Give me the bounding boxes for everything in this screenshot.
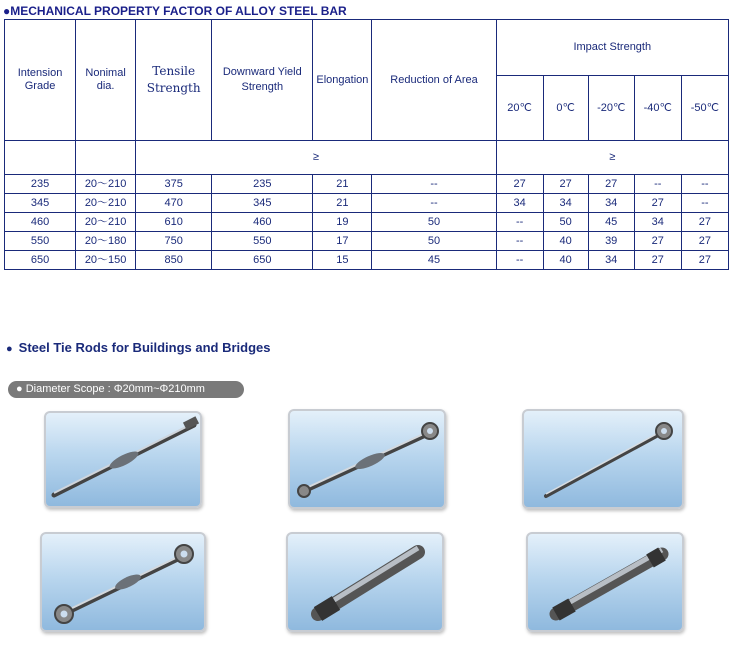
table-cell: 34 xyxy=(543,194,588,213)
table-cell: 34 xyxy=(634,213,681,232)
table-cell: 650 xyxy=(212,251,313,270)
header-yield: Downward Yield Strength xyxy=(212,20,313,141)
table-row xyxy=(5,213,729,232)
table-cell: 650 xyxy=(5,251,76,270)
property-table xyxy=(4,19,729,270)
tie-rod-photo-6 xyxy=(526,532,684,632)
table-cell: -- xyxy=(634,175,681,194)
table-cell: 27 xyxy=(681,232,728,251)
table-cell: 39 xyxy=(588,232,634,251)
ge-right: ≥ xyxy=(496,141,728,175)
table-cell: 470 xyxy=(136,194,212,213)
table-cell: 45 xyxy=(372,251,496,270)
table-cell: 34 xyxy=(588,251,634,270)
table-cell: 610 xyxy=(136,213,212,232)
table-cell: 40 xyxy=(543,232,588,251)
tie-rod-photo-4 xyxy=(40,532,206,632)
table-cell: 20～210 xyxy=(76,213,136,232)
table-cell: 345 xyxy=(5,194,76,213)
double-eye-rod-image xyxy=(42,534,206,632)
table-cell: 20～150 xyxy=(76,251,136,270)
table-cell: 50 xyxy=(372,213,496,232)
header-impact: Impact Strength xyxy=(496,20,728,76)
table-cell: 34 xyxy=(588,194,634,213)
header-temp-minus20: -20℃ xyxy=(588,76,634,141)
table-cell: 19 xyxy=(313,213,372,232)
table-cell: -- xyxy=(496,251,543,270)
table-cell: 850 xyxy=(136,251,212,270)
table-cell: 27 xyxy=(681,251,728,270)
table-cell: 21 xyxy=(313,175,372,194)
diameter-scope-badge: ● Diameter Scope : Φ20mm~Φ210mm xyxy=(8,381,244,398)
header-elongation: Elongation xyxy=(313,20,372,141)
table-cell: 550 xyxy=(5,232,76,251)
table-cell: 460 xyxy=(212,213,313,232)
section-heading: ● Steel Tie Rods for Buildings and Bridges xyxy=(6,340,271,355)
header-reduction: Reduction of Area xyxy=(372,20,496,141)
ge-left: ≥ xyxy=(136,141,496,175)
table-cell: 27 xyxy=(496,175,543,194)
table-cell: 45 xyxy=(588,213,634,232)
table-cell: 17 xyxy=(313,232,372,251)
table-title: ●MECHANICAL PROPERTY FACTOR OF ALLOY STEEL BAR xyxy=(3,4,347,18)
header-dia: Nonimal dia. xyxy=(76,20,136,141)
header-tensile: Tensile Strength xyxy=(136,20,212,141)
table-cell: 21 xyxy=(313,194,372,213)
header-temp-minus50: -50℃ xyxy=(681,76,728,141)
table-cell: 375 xyxy=(136,175,212,194)
tie-rod-photo-3 xyxy=(522,409,684,509)
table-row xyxy=(5,232,729,251)
eye-end-rod-image xyxy=(290,411,446,509)
table-cell: 460 xyxy=(5,213,76,232)
table-cell: 750 xyxy=(136,232,212,251)
table-cell: -- xyxy=(496,213,543,232)
turnbuckle-rod-image xyxy=(46,413,202,508)
table-cell: 235 xyxy=(5,175,76,194)
single-eye-rod-image xyxy=(524,411,684,509)
table-cell: 50 xyxy=(543,213,588,232)
header-temp-20: 20℃ xyxy=(496,76,543,141)
table-row xyxy=(5,194,729,213)
table-row xyxy=(5,251,729,270)
table-cell: 40 xyxy=(543,251,588,270)
table-cell: 27 xyxy=(634,194,681,213)
table-row xyxy=(5,175,729,194)
table-cell: 27 xyxy=(543,175,588,194)
table-cell: 235 xyxy=(212,175,313,194)
table-cell: 50 xyxy=(372,232,496,251)
header-temp-minus40: -40℃ xyxy=(634,76,681,141)
table-cell: 27 xyxy=(588,175,634,194)
tie-rod-photo-1 xyxy=(44,411,202,508)
table-cell: 20～180 xyxy=(76,232,136,251)
header-temp-0: 0℃ xyxy=(543,76,588,141)
header-grade: Intension Grade xyxy=(5,20,76,141)
table-cell: 15 xyxy=(313,251,372,270)
table-cell: 550 xyxy=(212,232,313,251)
table-cell: 27 xyxy=(681,213,728,232)
table-body xyxy=(5,175,729,270)
table-cell: 20～210 xyxy=(76,175,136,194)
table-cell: 27 xyxy=(634,232,681,251)
table-cell: 34 xyxy=(496,194,543,213)
table-cell: 20～210 xyxy=(76,194,136,213)
table-cell: 27 xyxy=(634,251,681,270)
table-cell: -- xyxy=(496,232,543,251)
tie-rod-photo-2 xyxy=(288,409,446,509)
threaded-bar-image xyxy=(288,534,444,632)
table-cell: -- xyxy=(681,175,728,194)
table-cell: 345 xyxy=(212,194,313,213)
table-cell: -- xyxy=(372,175,496,194)
table-cell: -- xyxy=(681,194,728,213)
threaded-bar-long-image xyxy=(528,534,684,632)
tie-rod-photo-5 xyxy=(286,532,444,632)
table-cell: -- xyxy=(372,194,496,213)
